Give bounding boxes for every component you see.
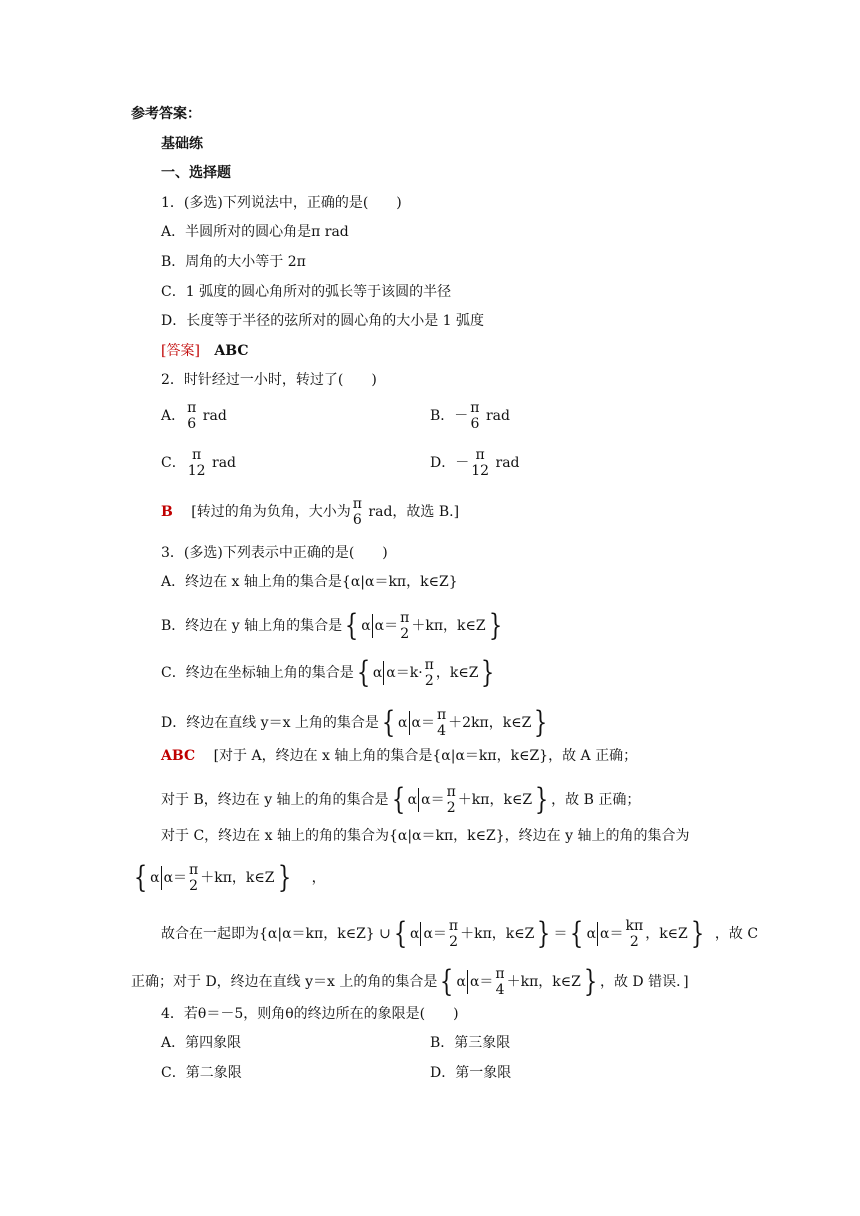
fraction: π 2 (424, 657, 434, 689)
explanation-pre: [转过的角为负角，大小为 (191, 504, 351, 520)
option-prefix: B．－ (430, 408, 469, 424)
q1-stem: 1．(多选)下列说法中，正确的是( ) (161, 195, 402, 211)
fraction: π 2 (446, 784, 456, 816)
q2-option-a (161, 400, 227, 432)
q3-answer (161, 746, 637, 766)
fraction: π 4 (436, 707, 447, 739)
q3-option-a: A．终边在 x 轴上角的集合是{α|α＝kπ，k∈Z} (161, 574, 458, 590)
unit: rad (495, 455, 520, 471)
q2-answer (161, 496, 459, 528)
q1-option-a: A．半圆所对的圆心角是π rad (161, 224, 349, 240)
fraction: π 2 (448, 918, 459, 950)
q3-option-c: C．终边在坐标轴上角的集合是{ α α＝k· π 2 ，k∈Z} (161, 655, 495, 690)
q4-stem: 4．若θ＝－5，则角θ的终边所在的象限是( ) (161, 1006, 459, 1022)
explanation-line-4: { α α＝ π 2 ＋kπ，k∈Z} ， (133, 860, 326, 895)
fraction: π 2 (400, 610, 410, 642)
explanation-post: rad，故选 B.] (363, 504, 460, 520)
explanation-line-5: 故合在一起即为{α|α＝kπ，k∈Z} ∪{ α α＝ π 2 ＋kπ，k∈Z} ＝{ α α＝ kπ 2 ，k∈Z} ，故 C (161, 916, 759, 951)
section-title: 基础练 (161, 136, 203, 152)
answer-value: B (161, 504, 173, 520)
q2-option-c (161, 447, 236, 479)
q4-option-a: A．第四象限 (161, 1035, 242, 1051)
q2-option-b (430, 400, 510, 432)
q3-stem: 3．(多选)下列表示中正确的是( ) (161, 545, 388, 561)
fraction: π 4 (495, 966, 505, 998)
fraction: π 2 (189, 862, 199, 894)
part-title: 一、选择题 (161, 165, 231, 181)
answer-value: ABC (161, 748, 196, 764)
unit: rad (202, 408, 227, 424)
unit: rad (485, 408, 510, 424)
ref-answer-heading: 参考答案： (131, 106, 201, 122)
answer-label: [答案] (161, 343, 200, 359)
q1-option-b: B．周角的大小等于 2π (161, 254, 306, 270)
option-prefix: C． (161, 455, 186, 471)
q2-option-d (430, 447, 520, 479)
fraction: π 6 (187, 400, 197, 432)
fraction: π 6 (352, 496, 362, 528)
explanation-line-3: 对于 C，终边在 x 轴上的角的集合为{α|α＝kπ，k∈Z}，终边在 y 轴上的角的集合为 (161, 828, 690, 844)
q4-option-d: D．第一象限 (430, 1065, 512, 1081)
fraction: kπ 2 (625, 918, 644, 950)
q3-option-d: D．终边在直线 y＝x 上角的集合是{ α α＝ π 4 ＋2kπ，k∈Z} (161, 705, 548, 740)
explanation-line-2: 对于 B，终边在 y 轴上的角的集合是{ α α＝ π 2 ＋kπ，k∈Z} ，故 B 正确； (161, 782, 641, 817)
option-prefix: D．－ (430, 455, 470, 471)
q1-option-d: D．长度等于半径的弦所对的圆心角的大小是 1 弧度 (161, 313, 485, 329)
explanation-line-6: 正确；对于 D，终边在直线 y＝x 上的角的集合是{ α α＝ π 4 ＋kπ，k∈Z} ，故 D 错误．] (131, 964, 689, 999)
explanation-line-1: [对于 A，终边在 x 轴上角的集合是{α|α＝kπ，k∈Z}，故 A 正确； (213, 748, 638, 764)
q2-stem: 2．时针经过一小时，转过了( ) (161, 372, 377, 388)
fraction: π 12 (187, 447, 206, 479)
q1-answer (161, 341, 249, 361)
q4-option-b: B．第三象限 (430, 1035, 511, 1051)
fraction: π 6 (470, 400, 480, 432)
fraction: π 12 (471, 447, 490, 479)
answer-value: ABC (214, 343, 249, 359)
unit: rad (212, 455, 237, 471)
option-prefix: A． (161, 408, 186, 424)
q3-option-b: B．终边在 y 轴上角的集合是{ α α＝ π 2 ＋kπ，k∈Z} (161, 608, 502, 643)
q4-option-c: C．第二象限 (161, 1065, 242, 1081)
q1-option-c: C．1 弧度的圆心角所对的弧长等于该圆的半径 (161, 284, 452, 300)
